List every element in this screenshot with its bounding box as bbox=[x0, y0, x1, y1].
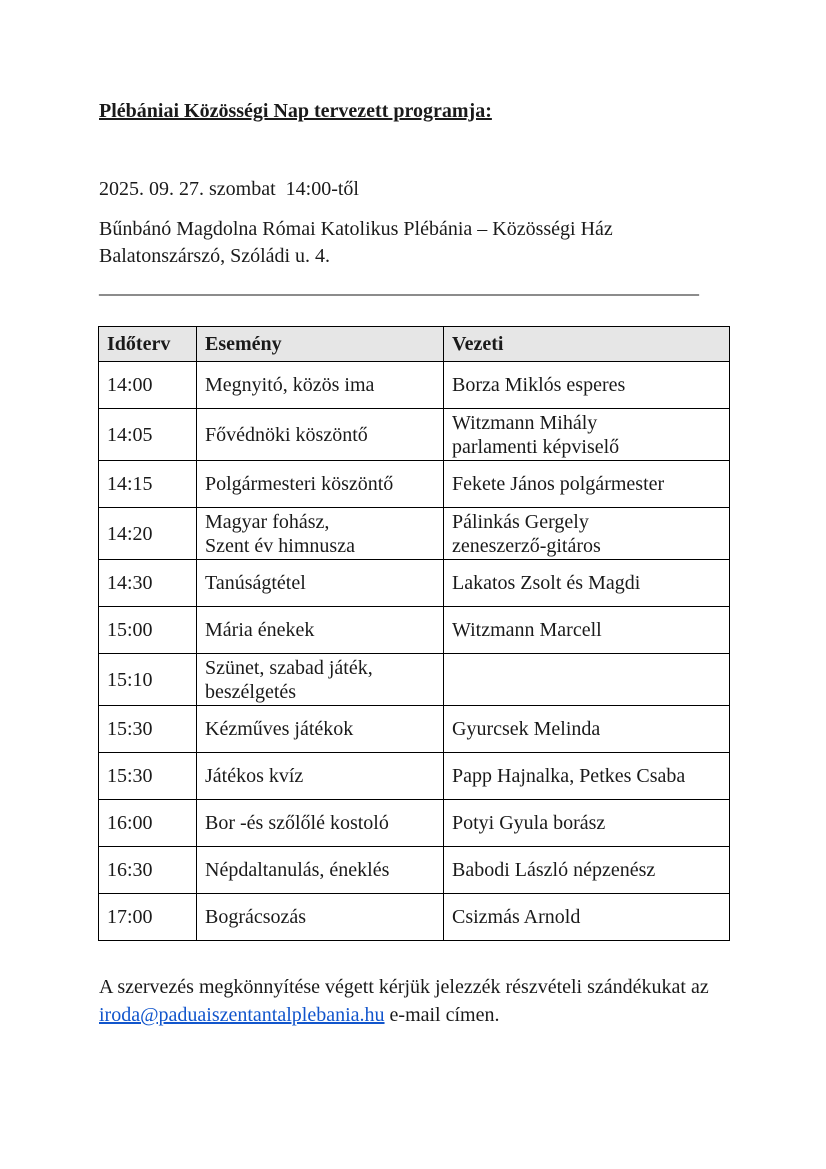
schedule-time: 14:00 bbox=[99, 362, 197, 409]
table-row bbox=[99, 847, 730, 894]
schedule-lead: Lakatos Zsolt és Magdi bbox=[444, 560, 730, 607]
table-row bbox=[99, 894, 730, 941]
table-row bbox=[99, 560, 730, 607]
location-line-2: Balatonszárszó, Szóládi u. 4. bbox=[99, 245, 331, 267]
schedule-time: 14:05 bbox=[99, 409, 197, 461]
schedule-lead: Witzmann Mihály parlamenti képviselő bbox=[444, 409, 730, 461]
table-row bbox=[99, 706, 730, 753]
document-title: Plébániai Közösségi Nap tervezett programja: bbox=[99, 100, 492, 122]
schedule-time: 15:30 bbox=[99, 753, 197, 800]
schedule-lead: Witzmann Marcell bbox=[444, 607, 730, 654]
table-row bbox=[99, 461, 730, 508]
schedule-event: Megnyitó, közös ima bbox=[197, 362, 444, 409]
schedule-lead: Papp Hajnalka, Petkes Csaba bbox=[444, 753, 730, 800]
schedule-lead: Pálinkás Gergely zeneszerző-gitáros bbox=[444, 508, 730, 560]
schedule-event: Polgármesteri köszöntő bbox=[197, 461, 444, 508]
schedule-lead: Babodi László népzenész bbox=[444, 847, 730, 894]
table-row bbox=[99, 753, 730, 800]
schedule-time: 15:00 bbox=[99, 607, 197, 654]
separator-line: ____________________________________________________________ bbox=[99, 276, 699, 298]
schedule-event: Kézműves játékok bbox=[197, 706, 444, 753]
event-date: 2025. 09. 27. szombat 14:00-től bbox=[99, 178, 359, 200]
event-location bbox=[99, 216, 613, 270]
table-header-row bbox=[99, 327, 730, 362]
column-header-time: Időterv bbox=[99, 327, 197, 362]
table-row bbox=[99, 508, 730, 560]
schedule-time: 16:00 bbox=[99, 800, 197, 847]
column-header-event: Esemény bbox=[197, 327, 444, 362]
schedule-event: Népdaltanulás, éneklés bbox=[197, 847, 444, 894]
schedule-event: Fővédnöki köszöntő bbox=[197, 409, 444, 461]
schedule-time: 15:30 bbox=[99, 706, 197, 753]
column-header-lead: Vezeti bbox=[444, 327, 730, 362]
footer-text-end: e-mail címen. bbox=[384, 1004, 500, 1026]
schedule-lead: Potyi Gyula borász bbox=[444, 800, 730, 847]
schedule-time: 14:20 bbox=[99, 508, 197, 560]
schedule-lead: Borza Miklós esperes bbox=[444, 362, 730, 409]
schedule-event: Mária énekek bbox=[197, 607, 444, 654]
table-row bbox=[99, 800, 730, 847]
schedule-time: 15:10 bbox=[99, 654, 197, 706]
schedule-lead: Csizmás Arnold bbox=[444, 894, 730, 941]
schedule-time: 14:30 bbox=[99, 560, 197, 607]
schedule-event: Magyar fohász, Szent év himnusza bbox=[197, 508, 444, 560]
table-row bbox=[99, 607, 730, 654]
table-row bbox=[99, 362, 730, 409]
location-line-1: Bűnbánó Magdolna Római Katolikus Plébánia – Közösségi Ház bbox=[99, 218, 613, 240]
table-row bbox=[99, 409, 730, 461]
schedule-event: Bográcsozás bbox=[197, 894, 444, 941]
schedule-event: Tanúságtétel bbox=[197, 560, 444, 607]
schedule-time: 16:30 bbox=[99, 847, 197, 894]
email-link[interactable]: iroda@paduaiszentantalplebania.hu bbox=[99, 1004, 385, 1026]
schedule-table bbox=[98, 326, 730, 941]
schedule-lead bbox=[444, 654, 730, 706]
schedule-event: Szünet, szabad játék, beszélgetés bbox=[197, 654, 444, 706]
schedule-event: Játékos kvíz bbox=[197, 753, 444, 800]
schedule-lead: Fekete János polgármester bbox=[444, 461, 730, 508]
schedule-event: Bor -és szőlőlé kostoló bbox=[197, 800, 444, 847]
schedule-time: 14:15 bbox=[99, 461, 197, 508]
schedule-lead: Gyurcsek Melinda bbox=[444, 706, 730, 753]
footer-text: A szervezés megkönnyítése végett kérjük jelezzék részvételi szándékukat az bbox=[99, 976, 709, 998]
footer-note bbox=[99, 973, 739, 1029]
schedule-time: 17:00 bbox=[99, 894, 197, 941]
table-row bbox=[99, 654, 730, 706]
